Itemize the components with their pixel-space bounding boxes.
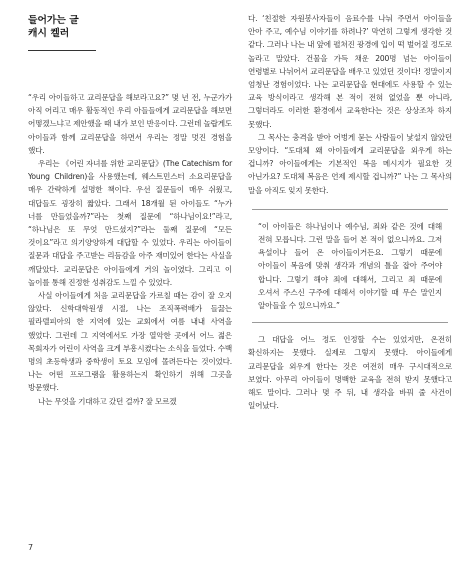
paragraph: “우리 아이들하고 교리문답을 해보라고요?” 몇 년 전, 누군가가 아직 어리고 매우 활동적인 우리 아들들에게 교리문답을 해보면 어떻겠느냐고 제안했을 때 내가 보인 반응이다. 그런데 놀랍게도 아이들과 함께 교리문답을 하면서 우리는 정말 멋진 경험을 했다.: [28, 93, 232, 155]
author-name: 캐시 켈러: [28, 28, 70, 39]
paragraph: 그 목사는 충격을 받아 어벙게 묻는 사람들이 낯설지 않았던 모양이다. “도대체 왜 아이들에게 교리문답을 외우게 하는 겁니까? 아이들에게는 기본적인 복음 메시지가 필요한 것 아닌가요? 도대체 복음은 언제 제시할 겁니까?” 나는 그 목사의 말을 아직도 잊지 못한다.: [248, 132, 452, 195]
quote-text: “이 아이들은 하나님이나 예수님, 죄와 같은 것에 대해 전혀 모릅니다. 그런 말을 들어 본 적이 없으니까요. 그저 욕설이나 들어 온 아이들이거든요. 그렇기 때문에 아이들이 복음에 맞춰 생각과 개념의 틀을 잡아 주어야 합니다. 그렇기 해야 죄에 대해서, 그리고 죄 때문에 오셔서 주스신 구주에 대해서 이야기할 때 무슨 말인지 알아들을 수 있으니까요.”: [258, 221, 442, 311]
paragraph: 우리는 《어린 자녀를 위한 교리문답》(The Catechism for Young Children)을 사용했는데, 웨스트민스터 소요리문답을 매우 간략하게 설명한 책이다. 우선 질문들이 매우 쉬웠고, 대답들도 굉장히 짧았다. 그래서 18개월 된 아이들도 “누가 너를 만들었을까?”라는 첫째 질문에 “하나님이요!”라고, “하나님은 또 무엇 만드셨지?”라는 둘째 질문에 “모든 것이요”라고 의기양양하게 대답할 수 있었다. 우리는 아이들이 질문과 대답을 주고받는 리듬감을 아주 재미있어 한다는 사실을 깨달았다. 교리문답은 아이들에게 거의 놀이였다. 그리고 이 놀이를 통해 진정한 성취감도 느낄 수 있었다.: [28, 159, 232, 287]
right-column: [248, 12, 452, 412]
header-rule: [28, 50, 96, 51]
header-gap: [28, 67, 232, 91]
block-quote: [252, 209, 448, 323]
paragraph: 다. ‘친절한 자원봉사자들이 음료수를 나눠 주면서 아이들을 안아 주고, 예수님 이야기를 하려나?’ 막연히 그렇게 생각한 것 같다. 그러나 나는 내 앞에 펼쳐진 광경에 입이 떡 벌어질 정도로 놀라고 말았다. 건물을 가득 채운 200명 넘는 아이들이 연령별로 나뉘어서 교리문답을 배우고 있었던 것이다! 정말이지 엄청난 경험이었다. 나는 교리문답을 현대에도 사용할 수 있는 교육 방식이라고 생각해 본 적이 전혀 없었을 뿐 아니라, 그렇더라도 이러한 환경에서 교육한다는 것은 상상조차 하지 못했다.: [248, 14, 452, 129]
page-number: 7: [28, 543, 34, 552]
paragraph: 그 대답을 어느 정도 인정할 수는 있었지만, 온전히 확신하지는 못했다. 실제로 그렇지 못했다. 아이들에게 교리문답을 외우게 한다는 것은 여전히 매우 구시대적으로 보였다. 아무리 아이들이 명백한 교육을 전혀 받지 못했다고 해도 말이다. 그러나 몇 주 뒤, 내 생각을 바꿔 줄 사건이 일어났다.: [248, 335, 452, 411]
chapter-header: [28, 14, 232, 67]
left-column: [28, 14, 232, 408]
chapter-title: 들어가는 글: [28, 15, 79, 26]
paragraph: 나는 무엇을 기대하고 갔던 걸까? 잘 모르겠: [38, 396, 177, 406]
paragraph: 사실 아이들에게 처음 교리문답을 가르칠 때는 감이 잘 오지 않았다. 신학대학원생 시절, 나는 조직폭력배가 들끓는 필라델피아의 한 지역에 있는 교회에서 여름 내내 사역을 했었다. 그런데 그 지역에서도 가장 열악한 곳에서 어느 젊은 목회자가 어린이 사역을 크게 부흥시켰다는 소식을 들었다. 수백 명의 초등학생과 중학생이 토요 모임에 몰려든다는 것이었다. 나는 어떤 프로그램을 활용하는지 확인하기 위해 그곳을 방문했다.: [28, 291, 232, 393]
